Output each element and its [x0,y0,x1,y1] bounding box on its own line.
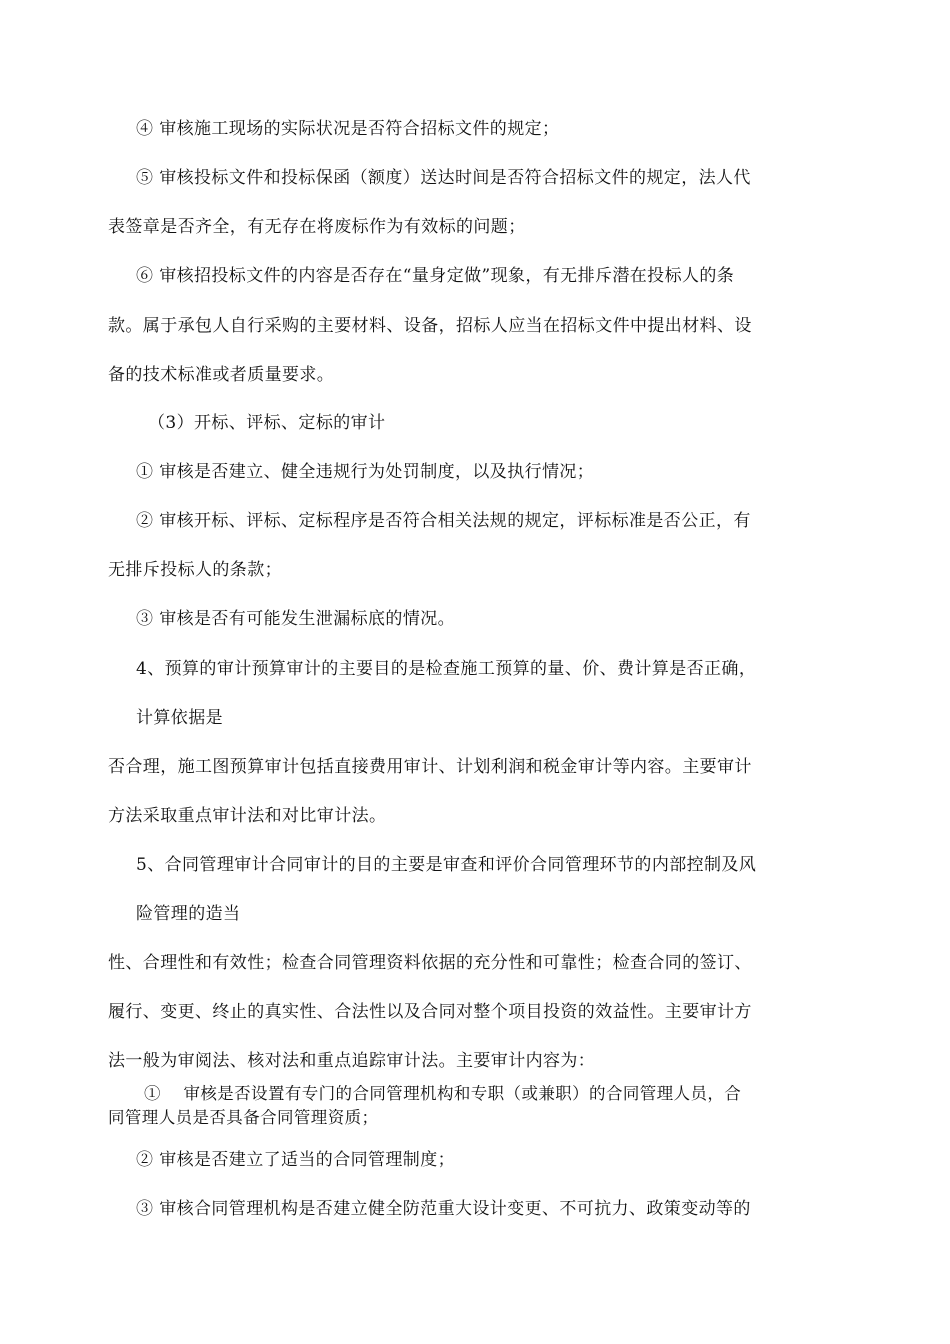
text-line: ⑤ 审核投标文件和投标保函（额度）送达时间是否符合招标文件的规定，法人代 [136,168,751,188]
text-line: 履行、变更、终止的真实性、合法性以及合同对整个项目投资的效益性。主要审计方 [108,1002,752,1022]
text-line: ② 审核开标、评标、定标程序是否符合相关法规的规定，评标标准是否公正，有 [136,511,751,531]
text-line: 无排斥投标人的条款； [108,560,282,580]
text-line: 4、预算的审计预算审计的主要目的是检查施工预算的量、价、费计算是否正确， [136,659,757,679]
text-line: ⑥ 审核招投标文件的内容是否存在“量身定做”现象，有无排斥潜在投标人的条 [136,266,735,286]
section-heading: （3）开标、评标、定标的审计 [148,413,386,433]
text-line: 性、合理性和有效性；检查合同管理资料依据的充分性和可靠性；检查合同的签订、 [108,953,752,973]
text-line: ① 审核是否设置有专门的合同管理机构和专职（或兼职）的合同管理人员，合 [144,1084,742,1103]
text-line: 款。属于承包人自行采购的主要材料、设备，招标人应当在招标文件中提出材料、设 [108,316,752,336]
text-line: 险管理的造当 [136,904,241,924]
text-line: 计算依据是 [136,708,223,728]
text-line: ① 审核是否建立、健全违规行为处罚制度，以及执行情况； [136,462,595,482]
text-line: 表签章是否齐全，有无存在将废标作为有效标的问题； [108,217,526,237]
text-line: 备的技术标准或者质量要求。 [108,365,335,385]
text-line: 同管理人员是否具备合同管理资质； [108,1108,379,1127]
text-line: ④ 审核施工现场的实际状况是否符合招标文件的规定； [136,119,560,139]
text-line: ② 审核是否建立了适当的合同管理制度； [136,1150,456,1170]
text-line: 法一般为审阅法、核对法和重点追踪审计法。主要审计内容为： [108,1051,596,1071]
text-line: 否合理，施工图预算审计包括直接费用审计、计划利润和税金审计等内容。主要审计 [108,757,752,777]
text-line: ③ 审核是否有可能发生泄漏标底的情况。 [136,609,456,629]
text-line: 方法采取重点审计法和对比审计法。 [108,806,387,826]
text-line: ③ 审核合同管理机构是否建立健全防范重大设计变更、不可抗力、政策变动等的 [136,1199,751,1219]
text-line: 5、合同管理审计合同审计的目的主要是审查和评价合同管理环节的内部控制及风 [136,855,757,875]
